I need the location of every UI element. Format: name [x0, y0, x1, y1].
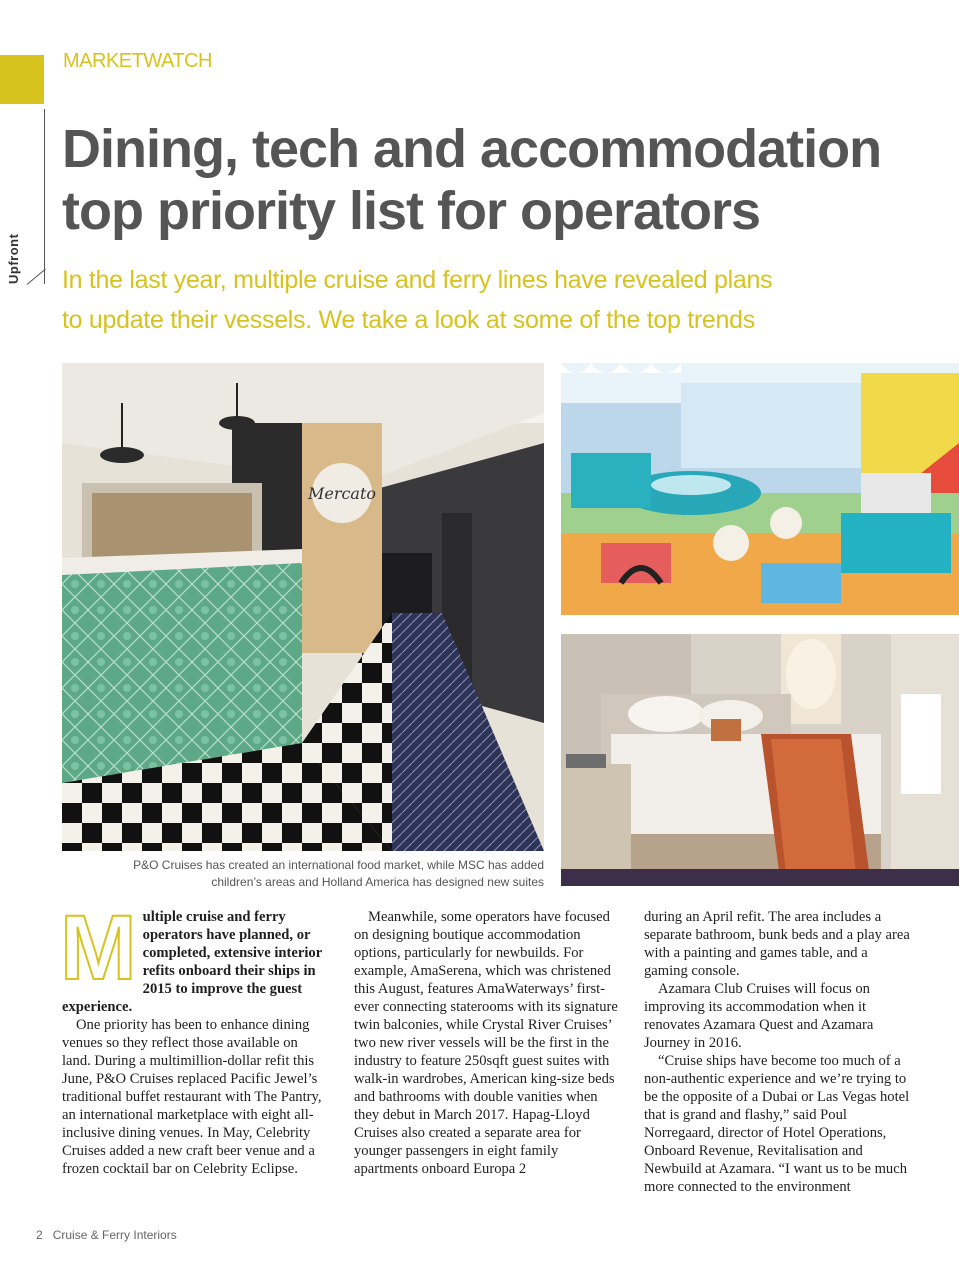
section-label: MARKETWATCH — [63, 50, 212, 72]
sidebar-section-label: Upfront — [6, 233, 21, 284]
headline-line-2: top priority list for operators — [62, 181, 761, 241]
photo-caption — [62, 857, 544, 891]
body-paragraph: One priority has been to enhance dining venues so they reflect those available on land. During a multimillion-dollar refit this June, P&O Cruises replaced Pacific Jewel’s traditional buffet restaurant with The Pantry, an international marketplace with eight all-inclusive dining venues. In May, Celebrity Cruises added a new craft beer venue and a frozen cocktail bar on Celebrity Eclipse. — [62, 1017, 322, 1177]
section-color-tab — [0, 55, 44, 104]
suite-photo — [561, 634, 959, 886]
article-column-3 — [644, 908, 914, 1196]
caption-line-1: P&O Cruises has created an international food market, while MSC has added — [133, 858, 544, 872]
sidebar-slash — [27, 269, 46, 285]
drop-cap: M — [60, 897, 137, 999]
headline-line-1: Dining, tech and accommodation — [62, 119, 882, 179]
standfirst-line-2: to update their vessels. We take a look at some of the top trends — [62, 306, 755, 334]
page-footer — [36, 1228, 177, 1242]
caption-line-2: children’s areas and Holland America has designed new suites — [211, 875, 544, 889]
body-paragraph: Azamara Club Cruises will focus on improving its accommodation when it renovates Azamara Quest and Azamara Journey in 2016. — [644, 981, 874, 1051]
sidebar-rule — [44, 109, 45, 284]
mercato-sign: Mercato — [307, 484, 377, 503]
headline — [62, 118, 942, 242]
article-column-1 — [60, 897, 330, 1178]
lead-text: ultiple cruise and ferry operators have planned, or completed, extensive interior refits onboard their ships in 2015 to improve the guest experience. — [62, 909, 322, 1015]
article-column-2 — [354, 908, 622, 1178]
body-paragraph: Meanwhile, some operators have focused on designing boutique accommodation options, particularly for newbuilds. For example, AmaSerena, which was christened this August, features AmaWaterways’ first-ever connecting staterooms with its signature twin balconies, while Crystal River Cruises’ two new river vessels will be the first in the industry to feature 250sqft guest suites with walk-in wardrobes, American king-size beds and bathrooms with double vanities when they debut in March 2017. Hapag-Lloyd Cruises also created a separate area for younger passengers in eight family apartments onboard Europa 2 — [354, 909, 618, 1177]
body-paragraph: “Cruise ships have become too much of a non-authentic experience and we’re trying to be the opposite of a Dubai or Las Vegas hotel that is grand and flashy,” said Poul Norregaard, director of Hotel Operations, Onboard Revenue, Revitalisation and Newbuild at Azamara. “I want us to be much more connected to the environment — [644, 1053, 910, 1195]
lead-paragraph — [60, 897, 330, 1016]
publication-name: Cruise & Ferry Interiors — [52, 1228, 177, 1242]
standfirst-line-1: In the last year, multiple cruise and ferry lines have revealed plans — [62, 266, 773, 294]
standfirst — [62, 260, 942, 340]
body-paragraph: during an April refit. The area includes a separate bathroom, bunk beds and a play area with a painting and games table, and a gaming console. — [644, 909, 910, 979]
page-number: 2 — [36, 1228, 43, 1242]
kids-area-photo — [561, 363, 959, 615]
food-market-photo — [62, 363, 544, 851]
